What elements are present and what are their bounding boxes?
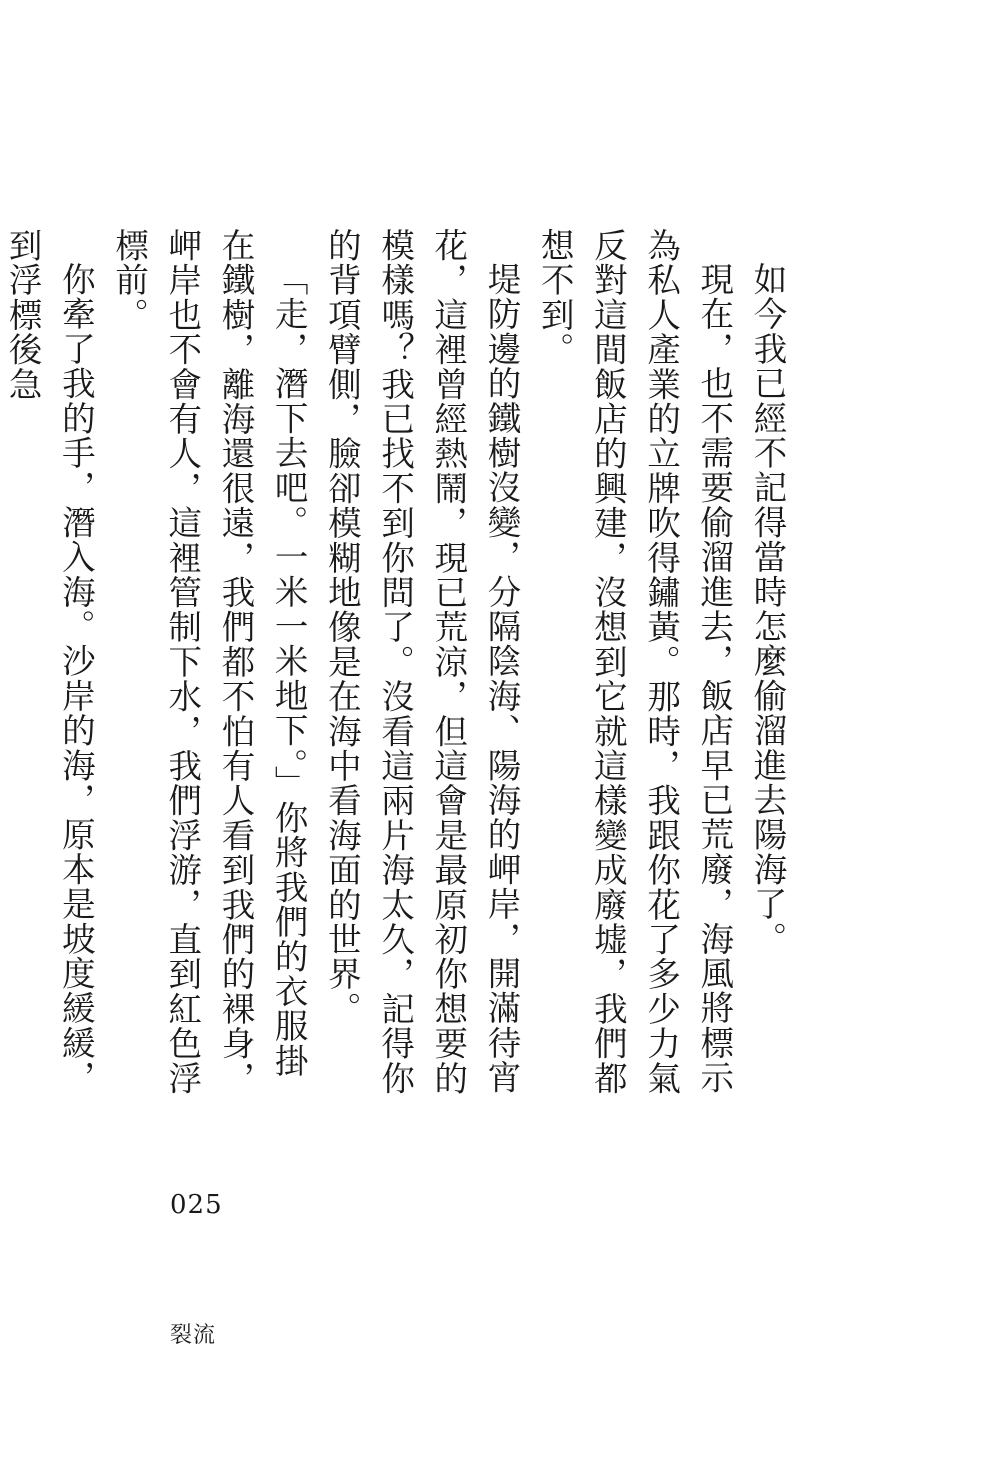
- paragraph-4: 「走，潛下去吧。一米一米地下。」你將我們的衣服掛在鐵樹，離海還很遠，我們都不怕有人看到我們的裸身，岬岸也不會有人，這裡管制下水，我們浮游，直到紅色浮標前。: [109, 228, 309, 1096]
- paragraph-5: 你牽了我的手，潛入海。沙岸的海，原本是坡度緩緩，到浮標後急: [3, 228, 96, 1095]
- book-title: 裂流: [170, 1323, 217, 1348]
- page-number: 025: [170, 1190, 223, 1220]
- paragraph-1: 如今我已經不記得當時怎麼偷溜進去陽海了。: [748, 261, 787, 956]
- paragraph-2: 現在，也不需要偷溜進去，飯店早已荒廢，海風將標示為私人產業的立牌吹得鏽黃。那時，我跟你花了多少力氣反對這間飯店的興建，沒想到它就這樣變成廢墟，我們都想不到。: [535, 228, 734, 1096]
- vertical-text-body: [3, 228, 794, 1098]
- paragraph-3: 堤防邊的鐵樹沒變，分隔陰海、陽海的岬岸，開滿待宵花，這裡曾經熱鬧，現已荒涼，但這會是最原初你想要的模樣嗎？我已找不到你問了。沒看這兩片海太久，記得你的背項臂側，臉卻模糊地像是在海中看海面的世界。: [322, 228, 521, 1096]
